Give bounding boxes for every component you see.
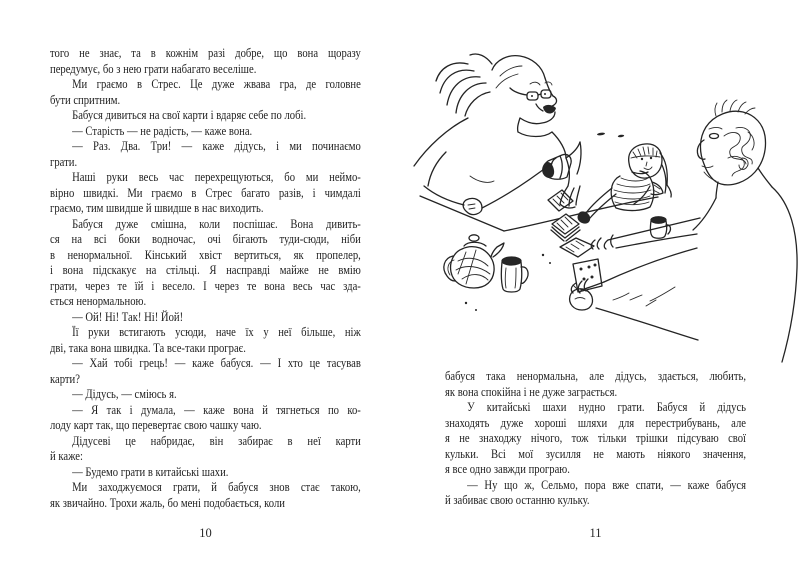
text-line: й каже: — [50, 448, 83, 463]
text-line: лоду карт так, що перевертає свою чашку чаю. — [50, 417, 262, 432]
text-line: карти? — [50, 370, 80, 386]
right-page-number: 11 — [589, 526, 602, 540]
text-line: — Дідусь, — сміюсь я. — [72, 386, 177, 401]
text-line: Бабуся дивиться на свої карти і вдаряє себе по лобі. — [72, 107, 307, 122]
text-line: граємо, тим швидше й швидше в нас виходить. — [50, 200, 264, 215]
left-page-text — [50, 45, 361, 510]
text-line: — Раз. Два. Три! — каже дідусь, і ми починаємо — [72, 138, 361, 153]
text-line: як звичайно. Трохи жаль, бо мені подобається, коли — [50, 494, 285, 510]
text-line: в ненормальної. Кінський хвіст вертиться, як пропелер, — [50, 246, 361, 262]
text-line: — Ой! Ні! Так! Ні! Йой! — [72, 308, 184, 324]
text-line: вірно швидкі. Ми граємо в Стрес багато разів, і чимдалі — [50, 184, 361, 200]
text-line: У китайські шахи нудно грати. Бабуся й дідусь — [467, 399, 747, 414]
text-line: я все одно завжди програю. — [445, 461, 570, 476]
text-line: й забиває свою останню кульку. — [445, 492, 590, 507]
text-line: як вона спокійна і не дуже заграється. — [445, 383, 618, 399]
grandma-figure — [414, 54, 581, 215]
text-line: я не знаходжу нічого, тож тільки трішки підсуваю свої — [445, 430, 747, 445]
text-line: бути спритним. — [50, 91, 121, 107]
text-line: — Хай тобі грець! — каже бабуся. — І хто це тасував — [72, 355, 361, 370]
text-line: — Будемо грати в китайські шахи. — [72, 463, 229, 479]
table-drawing — [420, 132, 658, 311]
family-card-game-illustration — [405, 50, 800, 370]
text-line: — Ну що ж, Сельмо, пора вже спати, — каже бабуся — [467, 476, 747, 492]
text-line: дві, така вона швидка. Та все-таки програє. — [50, 339, 246, 355]
text-line: Бабуся дуже смішна, коли поспішає. Вона дивить- — [72, 215, 361, 231]
teapot-drawing — [444, 235, 504, 288]
text-line: грати. — [50, 153, 78, 169]
text-line: передумує, бо з нею грати набагато веселіше. — [50, 60, 257, 76]
text-line: ється ненормальною. — [50, 293, 147, 308]
text-line: Ми заходжуємося грати, й бабуся знов стає такою, — [72, 479, 361, 494]
text-line: кульки. Всі мої зусилля не мають ніякого значення, — [445, 445, 747, 461]
text-line: того не знає, та в кожнім разі добре, що вона щоразу — [50, 45, 361, 60]
right-page-text — [445, 368, 746, 508]
text-line: — Старість — не радість, — каже вона. — [72, 122, 253, 138]
left-page-number: 10 — [199, 526, 212, 540]
tea-mug-drawing — [501, 257, 528, 292]
text-line: знаходять дуже хороші шляхи для перестрибувань, але — [445, 414, 747, 430]
text-line: і вона підскакує на стільці. Я насправді майже не вмію — [50, 262, 361, 277]
playing-cards-drawing — [548, 190, 594, 257]
text-line: Дідусеві це набридає, він забирає в неї карти — [72, 432, 361, 448]
text-line: ся на всі боки водночас, очі бігають туди-сюди, ніби — [50, 231, 361, 246]
text-line: грати, через те їй і весело. І через те вона весь час зда- — [50, 277, 361, 293]
text-line: Наші руки весь час перехрещуються, бо ми неймо- — [72, 169, 361, 184]
text-line: бабуся така ненормальна, але дідусь, здається, любить, — [445, 368, 747, 383]
text-line: Ми граємо в Стрес. Це дуже жвава гра, де головне — [72, 76, 361, 91]
grandpa-figure — [570, 100, 797, 362]
girl-figure — [578, 144, 672, 238]
text-line: — Я так і думала, — каже вона й тягнеться по ко- — [72, 401, 361, 417]
text-line: Її руки встигають усюди, наче їх у неї більше, ніж — [72, 324, 361, 339]
